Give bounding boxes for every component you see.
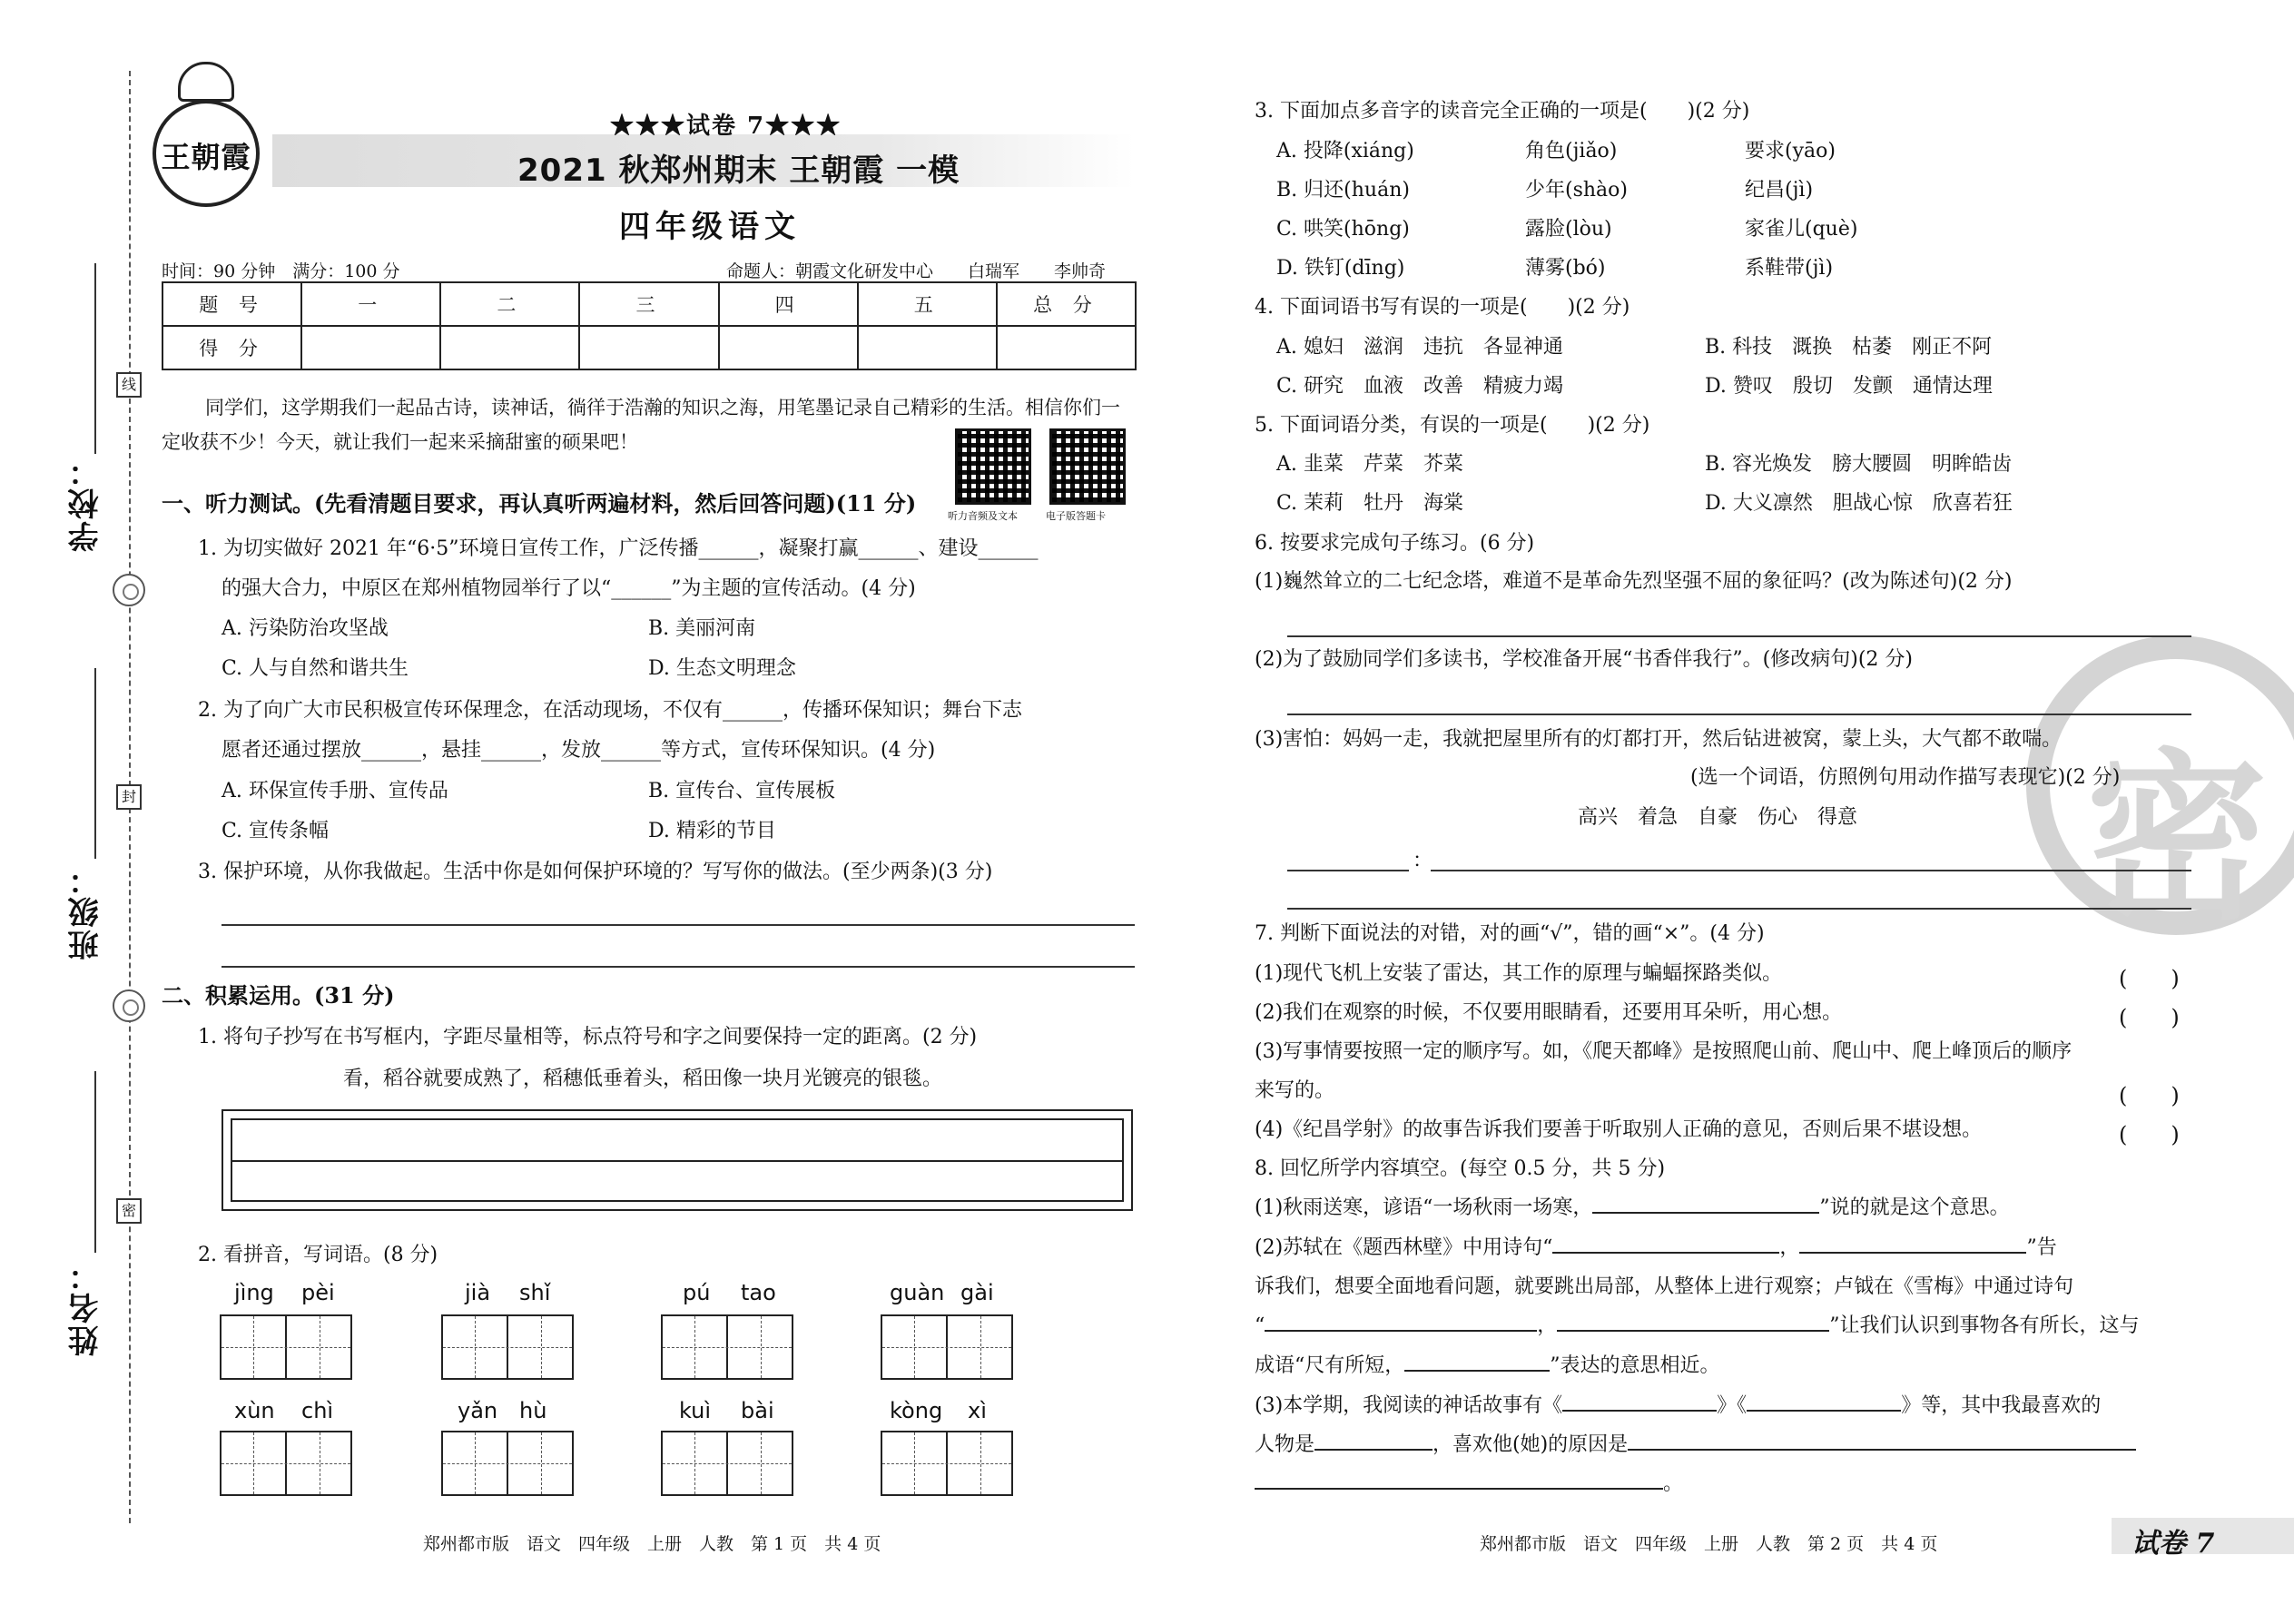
answer-line[interactable] bbox=[222, 924, 1135, 926]
character-writing-grid[interactable] bbox=[661, 1431, 793, 1496]
fill-blank[interactable] bbox=[1552, 1252, 1779, 1254]
section-1-heading: 一、听力测试。(先看清题目要求，再认真听两遍材料，然后回答问题)(11 分) bbox=[162, 490, 917, 517]
pinyin-syllable: shǐ bbox=[519, 1280, 551, 1305]
class-fill-line[interactable] bbox=[94, 668, 96, 859]
q8-3 bbox=[1255, 1393, 2101, 1420]
colon: ： bbox=[1413, 850, 1433, 872]
paper-tag-text: 试卷 7 bbox=[2132, 1528, 2215, 1560]
q4-option-c[interactable]: C. 研究 血液 改善 精疲力竭 bbox=[1276, 375, 1564, 398]
q8-2-line4 bbox=[1255, 1353, 1720, 1380]
s2-q1-sentence: 看，稻谷就要成熟了，稻穗低垂着头，稻田像一块月光镀亮的银毯。 bbox=[343, 1068, 943, 1090]
q6-3-word-choices: 高兴 着急 自豪 伤心 得意 bbox=[1578, 806, 1858, 829]
pinyin-syllable: xì bbox=[968, 1398, 987, 1423]
pinyin-syllable: gài bbox=[960, 1280, 994, 1305]
q8-2-text-e: 成语“尺有所短， bbox=[1255, 1354, 1405, 1377]
answer-line[interactable] bbox=[1287, 714, 2191, 715]
s2-q1: 1. 将句子抄写在书写框内，字距尽量相等，标点符号和字之间要保持一定的距离。(2 分) bbox=[198, 1026, 978, 1048]
name-label: 姓名： bbox=[68, 1258, 104, 1356]
q3-opt[interactable]: D. 铁钉(dīng) bbox=[1276, 257, 1405, 280]
q8-1-text-a: (1)秋雨送寒，谚语“一场秋雨一场寒， bbox=[1255, 1196, 1593, 1219]
pinyin-syllable: kòng bbox=[890, 1398, 943, 1423]
school-label: 学校： bbox=[68, 454, 104, 552]
pinyin-syllable: xùn bbox=[234, 1398, 275, 1423]
binding-tag-feng: 封 bbox=[116, 784, 142, 810]
q3-opt[interactable]: C. 哄笑(hōng) bbox=[1276, 218, 1410, 241]
school-fill-line[interactable] bbox=[94, 263, 96, 454]
fill-blank[interactable] bbox=[1255, 1488, 1663, 1490]
binding-tag-mi: 密 bbox=[116, 1198, 142, 1224]
q8-3-line2 bbox=[1255, 1432, 2136, 1459]
qr-code-answer-sheet[interactable] bbox=[1049, 428, 1126, 505]
q8-2-text-a: (2)苏轼在《题西林壁》中用诗句“ bbox=[1255, 1236, 1553, 1259]
answer-line[interactable] bbox=[1431, 870, 2191, 871]
q8-3-line3 bbox=[1255, 1471, 1683, 1498]
q7-stem: 7. 判断下面说法的对错，对的画“√”，错的画“×”。(4 分) bbox=[1255, 922, 1765, 945]
judge-paren[interactable]: ( ) bbox=[2119, 966, 2180, 991]
fill-blank[interactable] bbox=[1562, 1410, 1717, 1412]
judge-paren[interactable]: ( ) bbox=[2119, 1083, 2180, 1108]
footer-page-2: 郑州都市版 语文 四年级 上册 人教 第 2 页 共 4 页 bbox=[1480, 1534, 1938, 1554]
character-writing-grid[interactable] bbox=[661, 1314, 793, 1380]
q6-stem: 6. 按要求完成句子练习。(6 分) bbox=[1255, 532, 1535, 555]
fill-blank[interactable] bbox=[1314, 1449, 1433, 1451]
answer-line[interactable] bbox=[1287, 635, 2191, 637]
s1-q1-option-a[interactable]: A. 污染防治攻坚战 bbox=[222, 617, 389, 640]
paper-number: ★★★试卷 7★★★ bbox=[610, 113, 842, 140]
answer-line[interactable] bbox=[222, 966, 1135, 968]
score-cell: 一 bbox=[301, 282, 440, 326]
q8-3-text-e: ，喜欢他(她)的原因是 bbox=[1433, 1433, 1629, 1456]
q4-option-d[interactable]: D. 赞叹 殷切 发颤 通情达理 bbox=[1705, 375, 1993, 398]
q8-1 bbox=[1255, 1195, 2010, 1222]
character-writing-grid[interactable] bbox=[220, 1314, 352, 1380]
fill-blank[interactable] bbox=[1557, 1330, 1829, 1332]
score-cell: 二 bbox=[440, 282, 579, 326]
footer-page-1: 郑州都市版 语文 四年级 上册 人教 第 1 页 共 4 页 bbox=[423, 1534, 881, 1554]
q5-stem: 5. 下面词语分类，有误的一项是( )(2 分) bbox=[1255, 414, 1650, 437]
score-cell: 题 号 bbox=[162, 282, 301, 326]
class-label: 班级： bbox=[68, 862, 104, 960]
q8-2-cont: 诉我们，想要全面地看问题，就要跳出局部，从整体上进行观察；卢钺在《雪梅》中通过诗句 bbox=[1255, 1275, 2074, 1298]
exam-title: 2021 秋郑州期末 王朝霞 一模 bbox=[517, 153, 960, 189]
character-writing-grid[interactable] bbox=[881, 1314, 1013, 1380]
pinyin-syllable: yǎn bbox=[458, 1398, 498, 1423]
q8-1-text-b: ”说的就是这个意思。 bbox=[1819, 1196, 2010, 1219]
q8-2-line3: “ ， ”让我们认识到事物各有所长，这与 bbox=[1255, 1314, 2140, 1337]
pinyin-syllable: jìng bbox=[234, 1280, 274, 1305]
score-cell: 得 分 bbox=[162, 326, 301, 369]
q3-opt: 系鞋带(jì) bbox=[1745, 257, 1834, 280]
s1-q1-line2: 的强大合力，中原区在郑州植物园举行了以“______”为主题的宣传活动。(4 分) bbox=[222, 577, 916, 600]
answer-line[interactable] bbox=[1287, 908, 2191, 910]
score-input-cell[interactable] bbox=[997, 326, 1136, 369]
score-cell: 三 bbox=[579, 282, 718, 326]
s1-q2-option-c[interactable]: C. 宣传条幅 bbox=[222, 820, 330, 842]
fill-blank[interactable] bbox=[1628, 1449, 2136, 1451]
fill-blank[interactable] bbox=[1799, 1252, 2026, 1254]
qr-code-audio[interactable] bbox=[955, 428, 1031, 505]
q3-stem: 3. 下面加点多音字的读音完全正确的一项是( )(2 分) bbox=[1255, 100, 1750, 123]
s1-q2-option-b[interactable]: B. 宣传台、宣传展板 bbox=[648, 780, 836, 802]
score-cell: 五 bbox=[858, 282, 997, 326]
q5-option-a[interactable]: A. 韭菜 芹菜 芥菜 bbox=[1276, 453, 1463, 476]
pinyin-syllable: jià bbox=[465, 1280, 491, 1305]
subject-title: 四年级语文 bbox=[619, 209, 801, 245]
character-writing-grid[interactable] bbox=[441, 1314, 574, 1380]
s1-q1-option-b[interactable]: B. 美丽河南 bbox=[648, 617, 756, 640]
s1-q2-line2: 愿者还通过摆放______，悬挂______，发放______等方式，宣传环保知识。(4 分) bbox=[222, 739, 936, 762]
q8-2-text-b: 告 bbox=[2036, 1236, 2057, 1259]
score-input-cell[interactable] bbox=[440, 326, 579, 369]
binding-hole-1 bbox=[113, 574, 145, 606]
time-score-info: 时间：90 分钟 满分：100 分 bbox=[162, 261, 400, 281]
q3-opt: 要求(yāo) bbox=[1745, 140, 1836, 162]
copy-writing-box[interactable] bbox=[222, 1109, 1133, 1211]
qr-caption-answer: 电子版答题卡 bbox=[1046, 510, 1106, 522]
pinyin-syllable: chì bbox=[301, 1398, 334, 1423]
q3-opt[interactable]: B. 归还(huán) bbox=[1276, 179, 1410, 202]
score-table-header-row bbox=[162, 282, 1136, 326]
s2-q2: 2. 看拼音，写词语。(8 分) bbox=[198, 1244, 438, 1266]
pinyin-syllable: pú bbox=[683, 1280, 711, 1305]
q7-item-4: (4)《纪昌学射》的故事告诉我们要善于听取别人正确的意见，否则后果不堪设想。 bbox=[1255, 1118, 1983, 1141]
q8-2: (2)苏轼在《题西林壁》中用诗句“ ， ”告 bbox=[1255, 1236, 2057, 1259]
s1-q3: 3. 保护环境，从你我做起。生活中你是如何保护环境的？写写你的做法。(至少两条)(3 分) bbox=[198, 861, 993, 883]
q8-3-text-b: 》《 bbox=[1717, 1394, 1748, 1417]
q8-2-text-f: ”表达的意思相近。 bbox=[1550, 1354, 1720, 1377]
fill-blank[interactable] bbox=[1404, 1370, 1550, 1372]
s1-q1-option-c[interactable]: C. 人与自然和谐共生 bbox=[222, 657, 409, 680]
q3-opt[interactable]: A. 投降(xiáng) bbox=[1276, 140, 1414, 162]
fill-blank[interactable] bbox=[1265, 1330, 1537, 1332]
fill-blank[interactable] bbox=[1747, 1410, 1901, 1412]
paper-tag bbox=[2112, 1518, 2294, 1560]
score-input-cell[interactable] bbox=[858, 326, 997, 369]
character-writing-grid[interactable] bbox=[441, 1431, 574, 1496]
pinyin-syllable: guàn bbox=[890, 1280, 945, 1305]
binding-tag-xian: 线 bbox=[116, 372, 142, 398]
q7-item-3-cont: 来写的。 bbox=[1255, 1079, 1335, 1102]
pinyin-syllable: hù bbox=[519, 1398, 547, 1423]
character-writing-grid[interactable] bbox=[220, 1431, 352, 1496]
q7-item-3: (3)写事情要按照一定的顺序写。如，《爬天都峰》是按照爬山前、爬山中、爬上峰顶后的顺序 bbox=[1255, 1040, 2072, 1063]
q7-item-2: (2)我们在观察的时候，不仅要用眼睛看，还要用耳朵听，用心想。 bbox=[1255, 1001, 1843, 1024]
s1-q1-option-d[interactable]: D. 生态文明理念 bbox=[648, 657, 796, 680]
logo-text: 王朝霞 bbox=[161, 140, 251, 174]
q4-stem: 4. 下面词语书写有误的一项是( )(2 分) bbox=[1255, 296, 1630, 319]
score-table-value-row bbox=[162, 326, 1136, 369]
binding-hole-2 bbox=[113, 989, 145, 1022]
score-input-cell[interactable] bbox=[579, 326, 718, 369]
judge-paren[interactable]: ( ) bbox=[2119, 1122, 2180, 1147]
q4-option-b[interactable]: B. 科技 溉换 枯萎 刚正不阿 bbox=[1705, 336, 1993, 359]
fill-blank[interactable] bbox=[1592, 1212, 1819, 1214]
q3-opt: 露脸(lòu) bbox=[1525, 218, 1612, 241]
logo-crown-icon bbox=[178, 62, 234, 102]
q8-3-text-d: 人物是 bbox=[1255, 1433, 1315, 1456]
score-cell: 四 bbox=[719, 282, 858, 326]
character-writing-grid[interactable] bbox=[881, 1431, 1013, 1496]
q3-opt: 家雀儿(què) bbox=[1745, 218, 1858, 241]
q7-item-1: (1)现代飞机上安装了雷达，其工作的原理与蝙蝠探路类似。 bbox=[1255, 962, 1783, 985]
s1-q2-option-a[interactable]: A. 环保宣传手册、宣传品 bbox=[222, 780, 448, 802]
q6-1: (1)巍然耸立的二七纪念塔，难道不是革命先烈坚强不屈的象征吗？(改为陈述句)(2 分) bbox=[1255, 570, 2013, 593]
s1-q2-option-d[interactable]: D. 精彩的节目 bbox=[648, 820, 776, 842]
section-2-heading: 二、积累运用。(31 分) bbox=[162, 982, 395, 1009]
pinyin-syllable: tao bbox=[741, 1280, 776, 1305]
judge-paren[interactable]: ( ) bbox=[2119, 1005, 2180, 1030]
q8-3-text-c: 》等，其中我最喜欢的 bbox=[1901, 1394, 2102, 1417]
intro-paragraph: 同学们，这学期我们一起品古诗，读神话，徜徉于浩瀚的知识之海，用笔墨记录自己精彩的生活。相信你们一定收获不少！今天，就让我们一起来采摘甜蜜的硕果吧！ bbox=[162, 397, 1120, 453]
s1-q2-line1: 2. 为了向广大市民积极宣传环保理念，在活动现场，不仅有______，传播环保知识；舞台下志 bbox=[198, 699, 1022, 722]
score-table bbox=[162, 281, 1137, 370]
q5-option-d[interactable]: D. 大义凛然 胆战心惊 欣喜若狂 bbox=[1705, 492, 2013, 515]
q6-2: (2)为了鼓励同学们多读书，学校准备开展“书香伴我行”。(修改病句)(2 分) bbox=[1255, 648, 1913, 671]
s1-q1-line1: 1. 为切实做好 2021 年“6·5”环境日宣传工作，广泛传播______，凝聚打赢______、建设______ bbox=[198, 537, 1039, 560]
pinyin-syllable: pèi bbox=[301, 1280, 335, 1305]
score-input-cell[interactable] bbox=[301, 326, 440, 369]
answer-line[interactable] bbox=[1287, 870, 1409, 871]
q4-option-a[interactable]: A. 媳妇 滋润 违抗 各显神通 bbox=[1276, 336, 1563, 359]
q5-option-c[interactable]: C. 茉莉 牡丹 海棠 bbox=[1276, 492, 1464, 515]
q6-3: (3)害怕：妈妈一走，我就把屋里所有的灯都打开，然后钻进被窝，蒙上头，大气都不敢喘。 bbox=[1255, 728, 2063, 751]
q3-opt: 纪昌(jì) bbox=[1745, 179, 1814, 202]
authors-info: 命题人：朝霞文化研发中心 白瑞军 李帅奇 bbox=[726, 261, 1107, 281]
score-input-cell[interactable] bbox=[719, 326, 858, 369]
q3-opt: 少年(shào) bbox=[1525, 179, 1628, 202]
pinyin-syllable: kuì bbox=[679, 1398, 712, 1423]
q5-option-b[interactable]: B. 容光焕发 膀大腰圆 明眸皓齿 bbox=[1705, 453, 2013, 476]
pinyin-syllable: bài bbox=[741, 1398, 774, 1423]
q8-stem: 8. 回忆所学内容填空。(每空 0.5 分，共 5 分) bbox=[1255, 1157, 1666, 1180]
q3-opt: 角色(jiǎo) bbox=[1525, 140, 1618, 162]
q8-2-text-d: ”让我们认识到事物各有所长，这与 bbox=[1829, 1314, 2140, 1337]
q6-3-requirement: (选一个词语，仿照例句用动作描写表现它)(2 分) bbox=[1690, 766, 2121, 789]
q3-opt: 薄雾(bó) bbox=[1525, 257, 1606, 280]
score-cell: 总 分 bbox=[997, 282, 1136, 326]
name-fill-line[interactable] bbox=[94, 1071, 96, 1253]
q8-3-text-f: 。 bbox=[1663, 1472, 1684, 1495]
qr-caption-audio: 听力音频及文本 bbox=[948, 510, 1018, 522]
q8-3-text-a: (3)本学期，我阅读的神话故事有《 bbox=[1255, 1394, 1563, 1417]
brand-logo bbox=[153, 100, 260, 207]
